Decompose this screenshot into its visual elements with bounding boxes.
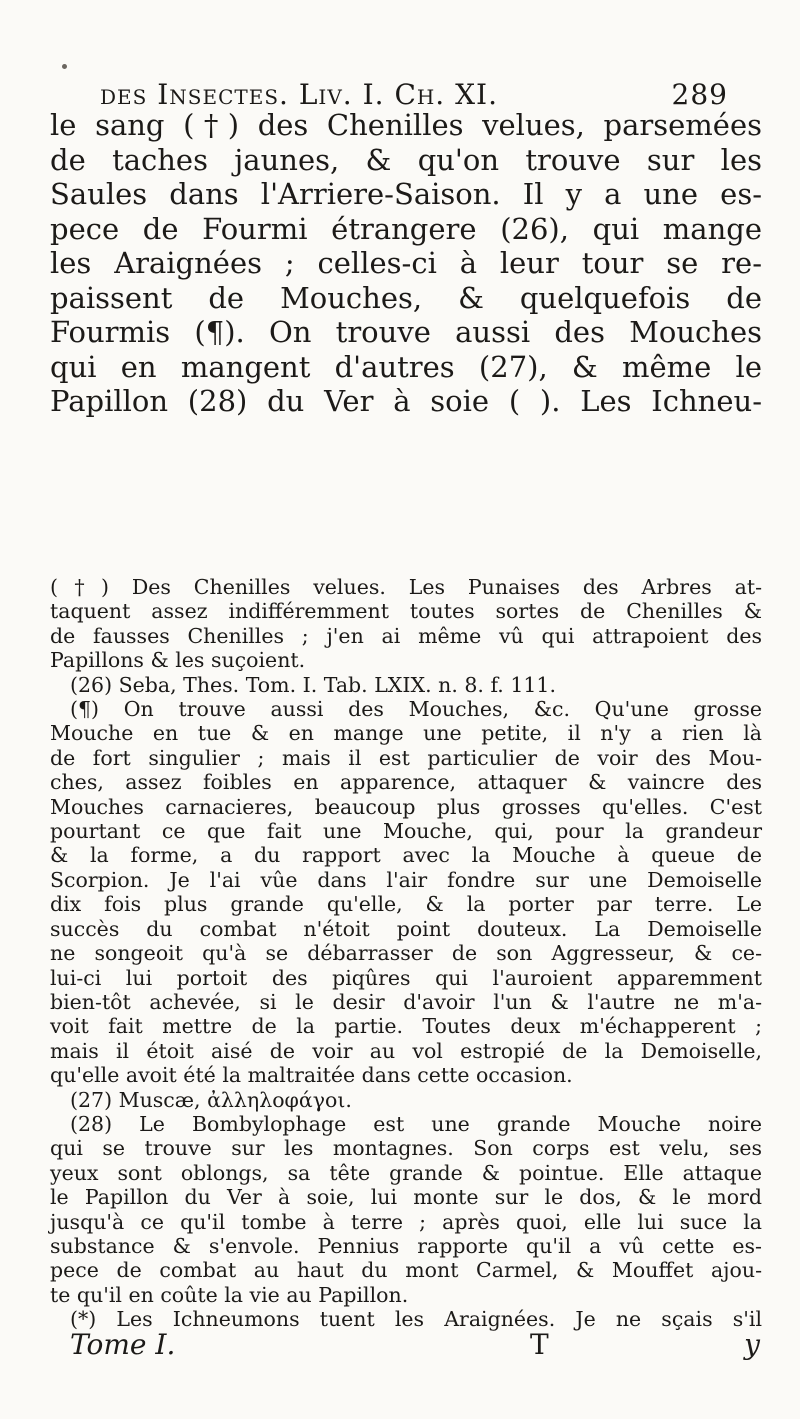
main-text — [50, 108, 762, 419]
footnote-line: Mouche en tue & en mange une petite, il n'y a rien là — [50, 721, 762, 746]
main-line: pece de Fourmi étrangere (26), qui mange — [50, 211, 762, 246]
footnote-line: (*) Les Ichneumons tuent les Araignées. Je ne sçais s'il — [70, 1307, 762, 1332]
footnote-line: voit fait mettre de la partie. Toutes deux m'échapperent ; — [50, 1014, 762, 1039]
main-line: Saules dans l'Arriere-Saison. Il y a une es- — [50, 177, 762, 211]
main-line: le sang (†) des Chenilles velues, parsemées — [50, 108, 762, 142]
footnote-line: (†) Des Chenilles velues. Les Punaises des Arbres at- — [50, 575, 762, 599]
footnote-line: dix fois plus grande qu'elle, & la porter par terre. Le — [50, 892, 762, 917]
footnote-line: substance & s'envole. Pennius rapporte qu'il a vû cette es- — [50, 1233, 762, 1258]
footnote-line: qu'elle avoit été la maltraitée dans cette occasion. — [50, 1063, 573, 1088]
footnote-line: (28) Le Bombylophage est une grande Mouche noire — [70, 1111, 762, 1136]
footnote-line: Papillons & les suçoient. — [50, 648, 306, 673]
main-line: Papillon (28) du Ver à soie ( ). Les Ichneu- — [50, 384, 762, 418]
footnote-line: jusqu'à ce qu'il tombe à terre ; après quoi, elle lui suce la — [50, 1209, 762, 1234]
footnote-line: te qu'il en coûte la vie au Papillon. — [50, 1282, 409, 1307]
main-line: de taches jaunes, & qu'on trouve sur les — [50, 142, 762, 177]
tome-label: Tome I. — [70, 1328, 176, 1361]
ink-spot — [62, 64, 67, 69]
footnote-line: de fort singulier ; mais il est particulier de voir des Mou- — [50, 745, 762, 770]
footnote-line: taquent assez indifféremment toutes sortes de Chenilles & — [50, 599, 762, 624]
footnote-line: ches, assez foibles en apparence, attaquer & vaincre des — [50, 770, 762, 795]
catchword: y — [744, 1328, 760, 1361]
footnote-line: pece de combat au haut du mont Carmel, & Mouffet ajou- — [50, 1258, 762, 1283]
footnote-line: succès du combat n'étoit point douteux. La Demoiselle — [50, 916, 762, 941]
footnotes — [50, 575, 762, 1332]
main-line: paissent de Mouches, & quelquefois de — [50, 280, 762, 315]
footnote-line: qui se trouve sur les montagnes. Son corps est velu, ses — [50, 1136, 762, 1161]
footnote-line: pourtant ce que fait une Mouche, qui, pour la grandeur — [50, 819, 762, 844]
footnote-line: lui-ci lui portoit des piqûres qui l'auroient apparemment — [50, 965, 762, 990]
page-footer — [70, 1328, 760, 1368]
footnote-line: (26) Seba, Thes. Tom. I. Tab. LXIX. n. 8. f. 111. — [70, 672, 556, 697]
footnote-line: (27) Muscæ, ἀλληλοφάγοι. — [70, 1087, 352, 1112]
page-number: 289 — [671, 78, 728, 111]
footnote-line: Mouches carnacieres, beaucoup plus grosses qu'elles. C'est — [50, 794, 762, 819]
signature-mark: T — [530, 1328, 549, 1361]
footnote-line: mais il étoit aisé de voir au vol estropié de la Demoiselle, — [50, 1038, 762, 1063]
main-line: Fourmis (¶). On trouve aussi des Mouches — [50, 315, 762, 349]
running-title: des Insectes. Liv. I. Ch. XI. — [100, 78, 499, 111]
footnote-line: de fausses Chenilles ; j'en ai même vû qui attrapoient des — [50, 623, 762, 648]
footnote-line: Scorpion. Je l'ai vûe dans l'air fondre sur une Demoiselle — [50, 867, 762, 892]
footnote-line: yeux sont oblongs, sa tête grande & pointue. Elle attaque — [50, 1160, 762, 1185]
main-line: qui en mangent d'autres (27), & même le — [50, 349, 762, 384]
footnote-line: le Papillon du Ver à soie, lui monte sur le dos, & le mord — [50, 1185, 762, 1210]
footnote-line: & la forme, a du rapport avec la Mouche à queue de — [50, 843, 762, 868]
footnote-line: (¶) On trouve aussi des Mouches, &c. Qu'une grosse — [70, 697, 762, 722]
footnote-line: ne songeoit qu'à se débarrasser de son Aggresseur, & ce- — [50, 941, 762, 966]
main-line: les Araignées ; celles-ci à leur tour se re- — [50, 246, 762, 280]
footnote-line: bien-tôt achevée, si le desir d'avoir l'un & l'autre ne m'a- — [50, 989, 762, 1014]
